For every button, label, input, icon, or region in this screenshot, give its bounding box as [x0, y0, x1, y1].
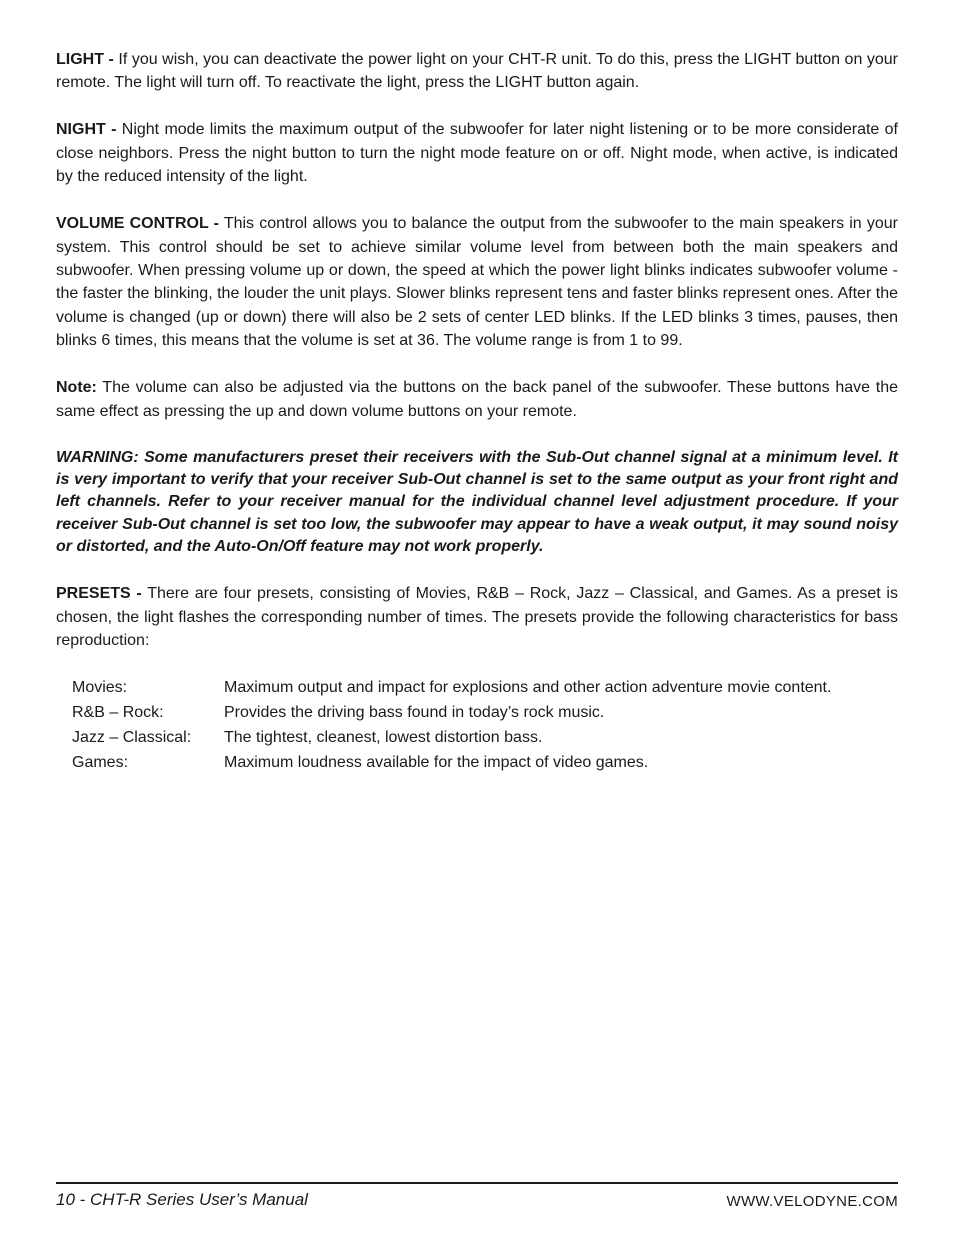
night-text: Night mode limits the maximum output of the subwoofer for later night listening or to be more considerate of close neighbors. Press the night button to turn the night mode feature on or off. Night mode, when active, is indicated by the reduced intensity of the light.: [56, 121, 899, 186]
preset-description: Maximum loudness available for the impact of video games.: [224, 754, 649, 772]
volume-control-text: This control allows you to balance the output from the subwoofer to the main speakers in your system. This control should be set to achieve similar volume level from between both the main speakers and subwoofer. When pressing volume up or down, the speed at which the power light blinks indicates subwoofer volume - the faster the blinking, the louder the unit plays. Slower blinks represent tens and faster blinks represent ones. After the volume is changed (up or down) there will also be 2 sets of center LED blinks. If the LED blinks 3 times, pauses, then blinks 6 times, this means that the volume is set at 36. The volume range is from 1 to 99.: [56, 215, 899, 350]
preset-description: Provides the driving bass found in today’s rock music.: [224, 704, 605, 722]
presets-heading: PRESETS -: [56, 585, 142, 603]
presets-paragraph: [56, 582, 898, 652]
night-paragraph: [56, 118, 898, 188]
warning-paragraph: WARNING: Some manufacturers preset their receivers with the Sub-Out channel signal at a minimum level. It is very important to verify that your receiver Sub-Out channel is set to the same output as your front right and left channels. Refer to your receiver manual for the individual channel level adjustment procedure. If your receiver Sub-Out channel is set too low, the subwoofer may appear to have a weak output, it may sound noisy or distorted, and the Auto-On/Off feature may not work properly.: [56, 448, 898, 556]
footer-page-label: 10 - CHT-R Series User’s Manual: [56, 1190, 308, 1209]
preset-description: The tightest, cleanest, lowest distortion bass.: [224, 729, 543, 747]
note-text: The volume can also be adjusted via the buttons on the back panel of the subwoofer. These buttons have the same effect as pressing the up and down volume buttons on your remote.: [56, 379, 898, 420]
preset-row-games: [72, 750, 898, 775]
volume-control-heading: VOLUME CONTROL -: [56, 215, 219, 233]
light-paragraph: [56, 48, 898, 95]
light-heading: LIGHT -: [56, 51, 114, 68]
preset-row-jazz-classical: [72, 725, 898, 750]
presets-text: There are four presets, consisting of Movies, R&B – Rock, Jazz – Classical, and Games. As a preset is chosen, the light flashes the corresponding number of times. The presets provide the following characteristics for bass reproduction:: [56, 585, 898, 650]
preset-row-rnb-rock: [72, 700, 898, 725]
preset-name: R&B – Rock:: [72, 704, 164, 722]
note-paragraph: [56, 376, 898, 423]
light-text: If you wish, you can deactivate the power light on your CHT-R unit. To do this, press the LIGHT button on your remote. The light will turn off. To reactivate the light, press the LIGHT button again.: [56, 51, 899, 92]
footer-divider: [56, 1182, 898, 1184]
preset-description: Maximum output and impact for explosions and other action adventure movie content.: [224, 679, 832, 697]
footer-website: WWW.VELODYNE.COM: [726, 1193, 898, 1210]
manual-page-content: [56, 48, 898, 775]
preset-row-movies: [72, 675, 898, 700]
preset-name: Movies:: [72, 679, 128, 697]
presets-list: [72, 675, 898, 775]
volume-control-paragraph: [56, 212, 898, 352]
preset-name: Jazz – Classical:: [72, 729, 192, 747]
night-heading: NIGHT -: [56, 121, 117, 139]
note-heading: Note:: [56, 379, 97, 397]
preset-name: Games:: [72, 754, 129, 772]
